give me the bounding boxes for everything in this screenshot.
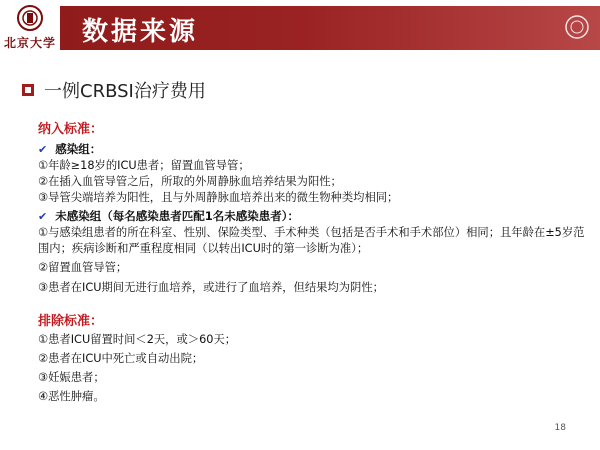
infected-group-heading [38,141,594,158]
list-item: ③导管尖端培养为阳性，且与外周静脉血培养出来的微生物种类均相同； [38,191,399,204]
subheading-text: 一例CRBSI治疗费用 [44,81,206,102]
page-number: 18 [554,423,566,433]
list-item: ①年龄≥18岁的ICU患者；留置血管导管； [38,159,250,172]
exclusion-label: 排除标准： [38,314,104,329]
infected-group-title: 感染组： [55,142,102,156]
uninfected-group-heading [38,208,594,225]
uninfected-group-title: 未感染组（每名感染患者匹配1名未感染患者）： [55,209,299,223]
square-bullet-icon [22,84,34,96]
list-item: ④恶性肿瘤。 [38,390,105,403]
list-item: ②在插入血管导管之后，所取的外周静脉血培养结果为阳性； [38,175,342,188]
list-item: ①与感染组患者的所在科室、性别、保险类型、手术种类（包括是否手术和手术部位）相同；且年龄在±5岁范围内；疾病诊断和严重程度相同（以转出ICU时的第一诊断为准）； [38,226,585,255]
list-item: ③妊娠患者； [38,371,105,384]
inclusion-label: 纳入标准： [38,122,104,137]
slide-header [0,0,600,58]
checkmark-icon: ✔ [38,210,48,223]
university-seal-icon [6,4,54,32]
checkmark-icon: ✔ [38,143,48,156]
list-item: ①患者ICU留置时间＜2天，或＞60天； [38,333,237,346]
title-bar [60,6,600,50]
slide-title: 数据来源 [82,17,199,47]
seal-watermark-icon [564,14,590,40]
list-item: ③患者在ICU期间无进行血培养，或进行了血培养，但结果均为阴性； [38,281,384,294]
university-logo-text: 北京大学 [4,36,57,50]
slide-content [38,118,594,405]
list-item: ②患者在ICU中死亡或自动出院； [38,352,204,365]
section-subheading [22,76,206,104]
list-item: ②留置血管导管； [38,261,128,274]
